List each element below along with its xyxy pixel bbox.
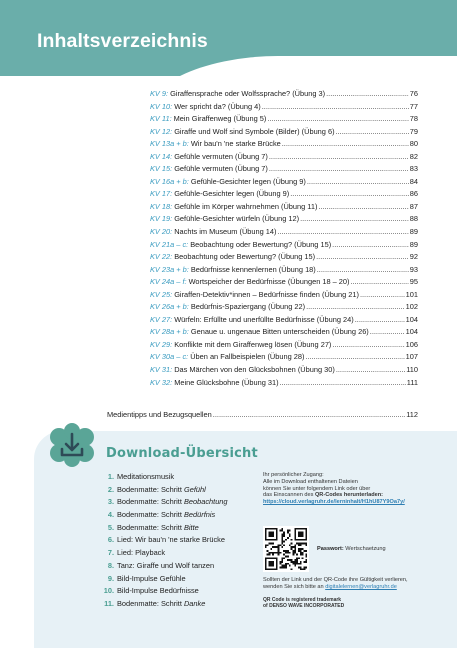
download-item [97, 547, 257, 560]
toc-kv-label: KV 22: [150, 252, 173, 262]
toc-leader-dots [317, 264, 409, 277]
download-list [97, 471, 257, 611]
toc-entry-text: Nachts im Museum (Übung 14) [174, 227, 277, 237]
toc-entry-text: Medientipps und Bezugsquellen [107, 410, 212, 419]
toc-kv-label: KV 24a – f: [150, 277, 187, 287]
toc-kv-label: KV 26a + b: [150, 302, 189, 312]
toc-kv-label: KV 30a – c: [150, 352, 189, 362]
toc-entry-text: Giraffen-Detektiv*innen – Bedürfnisse finden (Übung 21) [174, 289, 359, 299]
password-line [317, 546, 386, 552]
download-item-number: 1. [107, 472, 114, 481]
toc-leader-dots [305, 351, 404, 364]
toc-entry-text: Gefühle-Gesichter legen (Übung 9) [190, 176, 306, 186]
toc-row[interactable] [150, 151, 418, 164]
toc-kv-label: KV 21a – c: [150, 239, 189, 249]
toc-kv-label: KV 12: [150, 126, 173, 136]
toc-page-number: 93 [409, 264, 418, 274]
access-line: Ihr persönlicher Zugang: [263, 472, 324, 478]
toc-page-number: 86 [409, 189, 418, 199]
toc-row[interactable] [150, 339, 418, 352]
toc-entry-text: Gefühle-Gesichter legen (Übung 9) [174, 189, 290, 199]
toc-leader-dots [336, 126, 409, 139]
toc-leader-dots [360, 289, 405, 302]
toc-page-number: 76 [409, 89, 418, 98]
toc-page-number: 83 [409, 164, 418, 174]
download-item-label: Bodenmatte: Schritt Danke [117, 598, 206, 608]
toc-kv-label: KV 25: [150, 289, 173, 299]
toc-row-medien[interactable] [107, 409, 418, 421]
support-email[interactable]: digitalelernen@verlagruhr.de [325, 583, 397, 590]
page-title: Inhaltsverzeichnis [37, 30, 208, 52]
toc-entry-text: Giraffensprache oder Wolfssprache? (Übung 3) [170, 89, 326, 98]
toc-row[interactable] [150, 301, 418, 314]
toc-row[interactable] [150, 377, 418, 390]
download-item [97, 509, 257, 522]
toc-entry-text: Beobachtung oder Bewertung? (Übung 15) [190, 239, 332, 249]
toc-row[interactable] [150, 88, 418, 101]
access-line: Alle im Download enthaltenen Dateien [263, 478, 358, 485]
toc-page-number: 101 [405, 289, 418, 299]
toc-leader-dots [290, 188, 409, 201]
download-item-number: 4. [107, 510, 114, 520]
toc-row[interactable] [150, 138, 418, 151]
toc-entry-text: Gefühle vermuten (Übung 7) [174, 164, 268, 174]
qr-code-icon[interactable] [263, 526, 309, 572]
toc-row[interactable] [150, 201, 418, 214]
toc-kv-label: KV 15: [150, 164, 173, 174]
toc-row[interactable] [150, 126, 418, 139]
toc-row[interactable] [150, 226, 418, 239]
toc-leader-dots [350, 276, 408, 289]
toc-leader-dots [336, 364, 405, 377]
download-item-label: Bodenmatte: Schritt Gefühl [117, 484, 206, 494]
toc-entry-text: Wortspeicher der Bedürfnisse (Übungen 18 – 20) [188, 277, 350, 287]
toc-leader-dots [326, 88, 409, 101]
access-line: können Sie unter folgendem Link oder über [263, 485, 371, 492]
toc-entry-text: Bedürfnis-Spaziergang (Übung 22) [190, 302, 306, 312]
toc-leader-dots [282, 138, 409, 151]
toc-page-number: 92 [409, 252, 418, 262]
toc-row[interactable] [150, 364, 418, 377]
toc-row[interactable] [150, 289, 418, 302]
download-item [97, 534, 257, 547]
toc-page-number: 80 [409, 139, 418, 149]
download-item-number: 10. [103, 586, 114, 596]
toc-kv-label: KV 19: [150, 214, 173, 224]
toc-leader-dots [269, 163, 409, 176]
download-item-number: 6. [107, 535, 114, 545]
toc-kv-label: KV 28a + b: [150, 327, 189, 337]
table-of-contents [150, 88, 418, 389]
toc-entry-text: Gefühle vermuten (Übung 7) [174, 151, 268, 161]
download-item-number: 8. [107, 560, 114, 570]
toc-row[interactable] [150, 351, 418, 364]
toc-entry-text: Genaue u. ungenaue Bitten unterscheiden (Übung 26) [190, 327, 369, 337]
toc-entry-text: Gefühle im Körper wahrnehmen (Übung 11) [174, 201, 318, 211]
toc-leader-dots [213, 409, 405, 421]
toc-row[interactable] [150, 251, 418, 264]
toc-page-number: 77 [409, 101, 418, 111]
toc-entry-text: Gefühle-Gesichter würfeln (Übung 12) [174, 214, 300, 224]
download-item [97, 573, 257, 586]
toc-leader-dots [332, 339, 404, 352]
toc-entry-text: Meine Glücksbohne (Übung 31) [174, 377, 279, 387]
toc-entry-text: Mein Giraffenweg (Übung 5) [173, 114, 267, 124]
toc-leader-dots [307, 176, 409, 189]
download-item-number: 7. [107, 548, 114, 558]
toc-kv-label: KV 13a + b: [150, 139, 189, 149]
toc-kv-label: KV 23a + b: [150, 264, 189, 274]
toc-entry-text: Würfeln: Erfüllte und unerfüllte Bedürfnisse (Übung 24) [174, 314, 354, 324]
toc-entry-text: Üben an Fallbeispielen (Übung 28) [190, 352, 305, 362]
toc-leader-dots [306, 301, 405, 314]
toc-kv-label: KV 29: [150, 339, 173, 349]
toc-leader-dots [355, 314, 405, 327]
toc-kv-label: KV 31: [150, 365, 173, 375]
toc-page-number: 82 [409, 151, 418, 161]
download-item-label: Bodenmatte: Schritt Bedürfnis [117, 510, 216, 520]
toc-entry-text: Giraffe und Wolf sind Symbole (Bilder) (Übung 6) [174, 126, 335, 136]
toc-entry-text: Wer spricht da? (Übung 4) [174, 101, 261, 111]
toc-page-number: 79 [409, 126, 418, 136]
download-item-label: Meditationsmusik [117, 472, 175, 481]
download-item-number: 9. [107, 573, 114, 583]
toc-page-number: 111 [406, 377, 418, 387]
password-value: Wertschaetzung [345, 546, 386, 552]
toc-entry-text: Konflikte mit dem Giraffenweg lösen (Übung 27) [174, 339, 332, 349]
toc-page-number: 104 [405, 314, 418, 324]
toc-kv-label: KV 20: [150, 227, 173, 237]
toc-kv-label: KV 16a + b: [150, 176, 189, 186]
toc-kv-label: KV 9: [150, 89, 169, 98]
toc-page-number: 104 [405, 327, 418, 337]
toc-entry-text: Beobachtung oder Bewertung? (Übung 15) [174, 252, 316, 262]
toc-page-number: 87 [409, 201, 418, 211]
toc-kv-label: KV 32: [150, 377, 173, 387]
toc-leader-dots [318, 201, 408, 214]
download-title: Download-Übersicht [106, 446, 258, 461]
download-item-label: Lied: Wir bau'n 'ne starke Brücke [117, 535, 225, 545]
access-info [263, 472, 443, 506]
download-link[interactable]: https://cloud.verlagruhr.de/lerninhalt/H1hU87Y9Oa7y/ [263, 499, 405, 506]
toc-kv-label: KV 17: [150, 189, 173, 199]
download-arrow-icon [47, 423, 97, 467]
download-item [97, 585, 257, 598]
toc-row[interactable] [150, 113, 418, 126]
download-item-label: Bild-Impulse Bedürfnisse [117, 586, 199, 596]
download-item-label: Tanz: Giraffe und Wolf tanzen [117, 560, 215, 570]
password-label: Passwort: [317, 546, 344, 552]
download-item-label: Bodenmatte: Schritt Bitte [117, 522, 199, 532]
toc-row[interactable] [150, 326, 418, 339]
toc-page-number: 89 [409, 227, 418, 237]
toc-leader-dots [370, 326, 405, 339]
toc-page-number: 112 [406, 410, 418, 419]
toc-row[interactable] [150, 163, 418, 176]
download-item [97, 560, 257, 573]
download-item [97, 522, 257, 535]
qr-trademark-note: QR Code is registered trademark of DENSO WAVE INCORPORATED [263, 597, 345, 610]
download-item-number: 3. [107, 497, 114, 507]
toc-kv-label: KV 11: [150, 114, 172, 124]
toc-page-number: 106 [405, 339, 418, 349]
toc-row[interactable] [150, 188, 418, 201]
download-item-label: Bodenmatte: Schritt Beobachtung [117, 497, 228, 507]
toc-entry-text: Das Märchen von den Glücksbohnen (Übung 30) [174, 365, 335, 375]
download-item-number: 5. [107, 522, 114, 532]
toc-kv-label: KV 10: [150, 101, 173, 111]
toc-page-number: 88 [409, 214, 418, 224]
toc-entry-text: Bedürfnisse kennenlernen (Übung 18) [190, 264, 316, 274]
download-item [97, 496, 257, 509]
toc-leader-dots [269, 151, 409, 164]
download-item [97, 484, 257, 497]
toc-leader-dots [262, 101, 409, 114]
toc-row[interactable] [150, 314, 418, 327]
toc-page-number: 110 [406, 365, 418, 375]
toc-leader-dots [300, 213, 409, 226]
toc-kv-label: KV 27: [150, 314, 173, 324]
download-item [97, 471, 257, 484]
toc-leader-dots [280, 377, 406, 390]
toc-page-number: 107 [405, 352, 418, 362]
toc-entry-text: Wir bau'n 'ne starke Brücke [190, 139, 281, 149]
toc-leader-dots [267, 113, 408, 126]
toc-page-number: 78 [409, 114, 418, 124]
download-item-label: Bild-Impulse Gefühle [117, 573, 186, 583]
download-item-number: 11. [104, 598, 114, 608]
header-curve [138, 56, 457, 76]
toc-row[interactable] [150, 264, 418, 277]
toc-page-number: 95 [409, 277, 418, 287]
access-line: das Einscannen des QR-Codes herunterladen: [263, 492, 384, 499]
toc-leader-dots [277, 226, 408, 239]
toc-page-number: 102 [405, 302, 418, 312]
toc-kv-label: KV 14: [150, 151, 173, 161]
header-banner [0, 0, 457, 76]
toc-page-number: 89 [409, 239, 418, 249]
toc-row[interactable] [150, 239, 418, 252]
toc-row[interactable] [150, 176, 418, 189]
toc-row[interactable] [150, 276, 418, 289]
toc-leader-dots [316, 251, 409, 264]
download-item [97, 598, 257, 611]
download-item-label: Lied: Playback [117, 548, 166, 558]
toc-leader-dots [332, 239, 409, 252]
download-item-number: 2. [107, 484, 114, 494]
toc-row[interactable] [150, 101, 418, 114]
validity-note: Sollten der Link und der QR-Code ihre Gültigkeit verlieren, wenden Sie sich bitte an digitalelernen@verlagruhr.de [263, 577, 408, 590]
toc-page-number: 84 [409, 176, 418, 186]
toc-row[interactable] [150, 213, 418, 226]
toc-kv-label: KV 18: [150, 201, 173, 211]
